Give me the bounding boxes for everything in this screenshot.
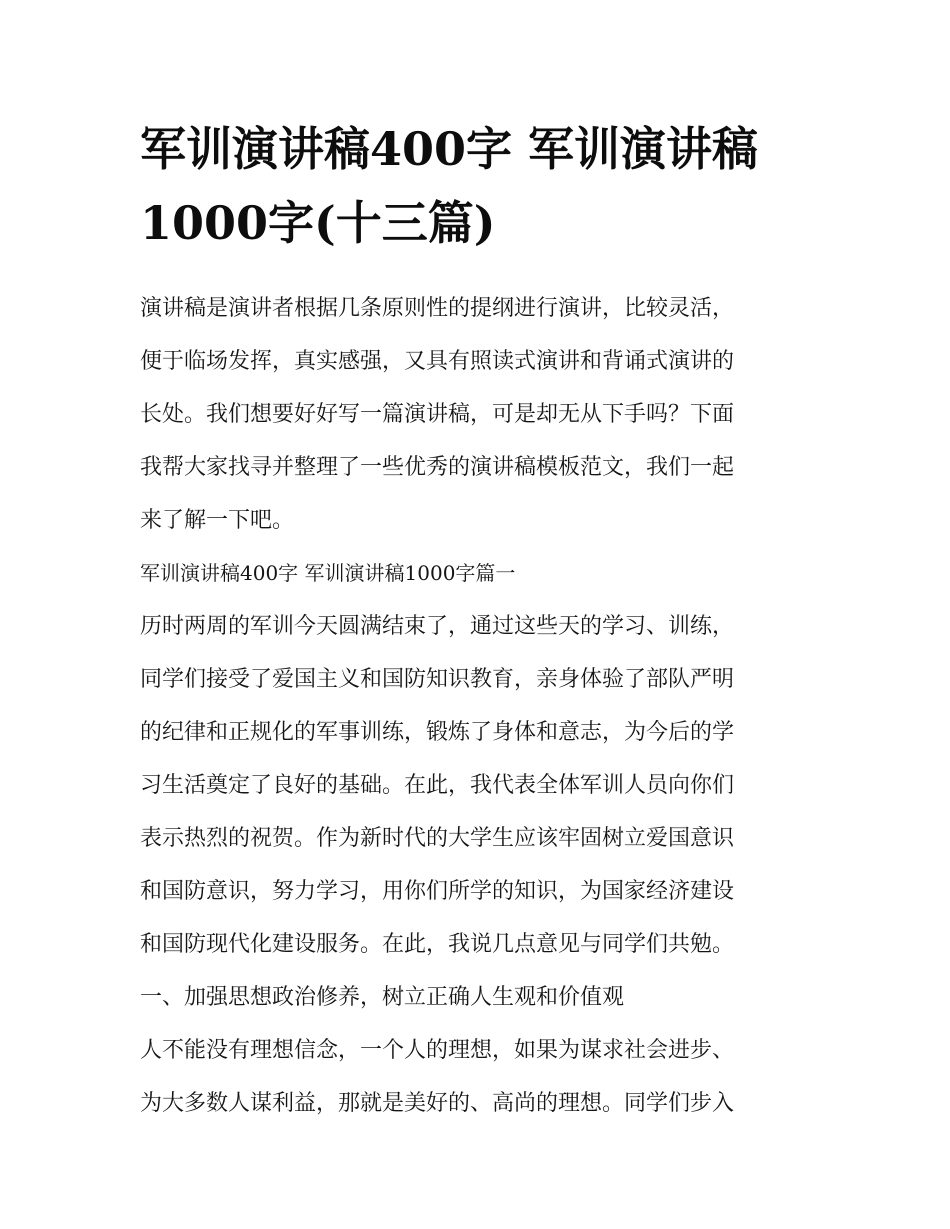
- paragraph-line: 和国防现代化建设服务。在此，我说几点意见与同学们共勉。: [140, 932, 735, 957]
- title-line: 军训演讲稿400字 军训演讲稿: [140, 122, 759, 176]
- paragraph-line: 习生活奠定了良好的基础。在此，我代表全体军训人员向你们: [140, 773, 735, 798]
- paragraph-line: 我帮大家找寻并整理了一些优秀的演讲稿模板范文，我们一起: [140, 455, 735, 480]
- section-heading: 军训演讲稿400字 军训演讲稿1000字篇一: [140, 561, 516, 585]
- point-heading: 一、加强思想政治修养，树立正确人生观和价值观: [140, 985, 625, 1010]
- paragraph-line: 为大多数人谋利益，那就是美好的、高尚的理想。同学们步入: [140, 1091, 735, 1116]
- paragraph-line: 人不能没有理想信念，一个人的理想，如果为谋求社会进步、: [140, 1038, 735, 1063]
- paragraph-line: 同学们接受了爱国主义和国防知识教育，亲身体验了部队严明: [140, 667, 735, 692]
- paragraph-line: 长处。我们想要好好写一篇演讲稿，可是却无从下手吗？下面: [140, 402, 735, 427]
- document-page: [140, 112, 812, 1130]
- paragraph-line: 来了解一下吧。: [140, 508, 295, 533]
- point-paragraph: [140, 1024, 812, 1130]
- document-title: [140, 112, 812, 260]
- paragraph-line: 表示热烈的祝贺。作为新时代的大学生应该牢固树立爱国意识: [140, 826, 735, 851]
- paragraph-line: 和国防意识，努力学习，用你们所学的知识，为国家经济建设: [140, 879, 735, 904]
- body-paragraph: [140, 600, 812, 971]
- paragraph-line: 便于临场发挥，真实感强，又具有照读式演讲和背诵式演讲的: [140, 349, 735, 374]
- document-body: [140, 282, 812, 1130]
- paragraph-line: 演讲稿是演讲者根据几条原则性的提纲进行演讲，比较灵活，: [140, 296, 735, 321]
- intro-paragraph: [140, 282, 812, 547]
- paragraph-line: 历时两周的军训今天圆满结束了，通过这些天的学习、训练，: [140, 614, 735, 639]
- paragraph-line: 的纪律和正规化的军事训练，锻炼了身体和意志，为今后的学: [140, 720, 735, 745]
- title-line: 1000字(十三篇): [140, 196, 496, 250]
